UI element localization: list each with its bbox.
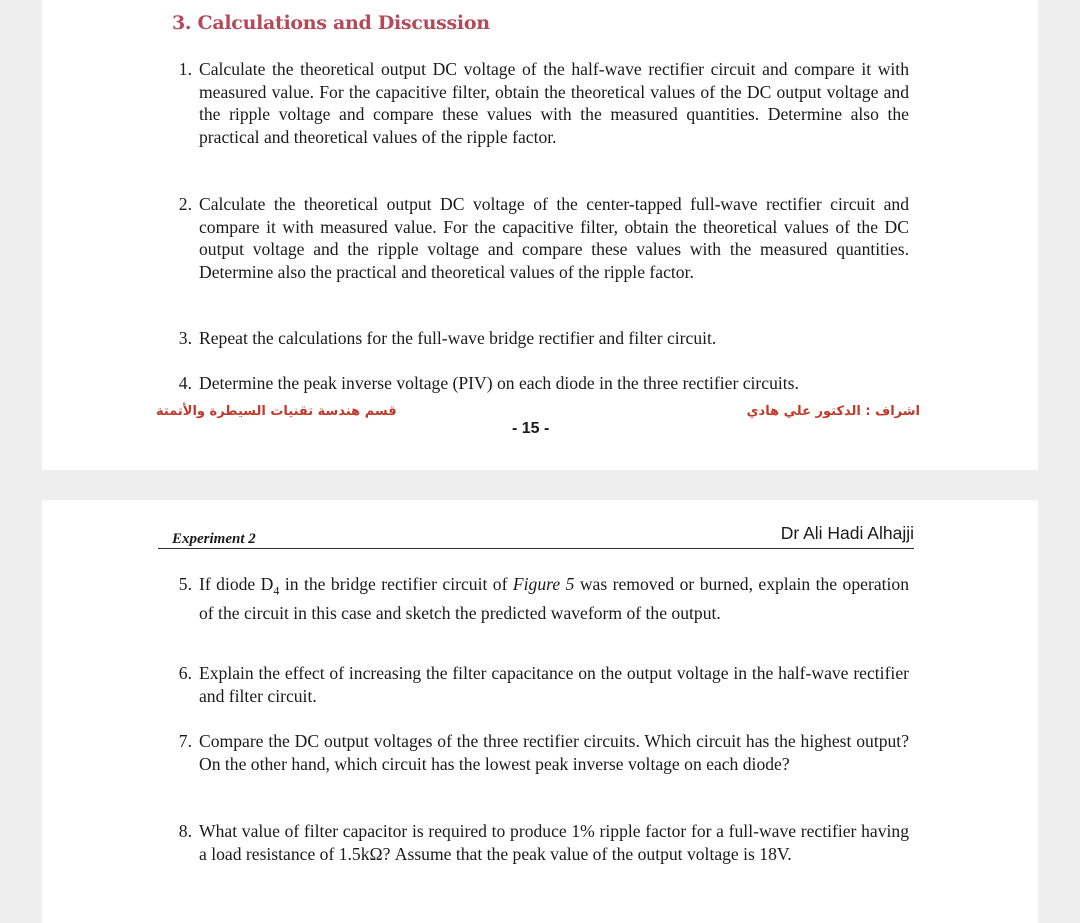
question-text: What value of filter capacitor is required to produce 1% ripple factor for a full-wave rectifier having a load resistance of 1.5kΩ? Assume that the peak value of the output voltage is 18V. (199, 821, 909, 864)
question-text: Compare the DC output voltages of the three rectifier circuits. Which circuit has the highest output? On the other hand, which circuit has the lowest peak inverse voltage on each diode? (199, 731, 909, 774)
question-item (178, 327, 909, 350)
experiment-header: Experiment 2 (172, 531, 256, 547)
question-item (178, 730, 909, 775)
page-number: - 15 - (512, 420, 550, 437)
question-text: Explain the effect of increasing the filter capacitance on the output voltage in the half-wave rectifier and filter circuit. (199, 663, 909, 706)
question-text-part: in the bridge rectifier circuit of (279, 574, 513, 594)
question-number: 8. (178, 821, 192, 841)
question-number: 7. (178, 731, 192, 751)
department-footer: قسم هندسة تقنيات السيطرة والأتمتة (156, 404, 397, 419)
supervisor-footer: اشراف : الدكتور علي هادي (746, 404, 920, 419)
question-number: 3. (178, 328, 192, 348)
question-number: 2. (178, 194, 192, 214)
question-item (178, 372, 909, 395)
question-text (199, 573, 909, 625)
question-text-part: was removed or burned, explain the operation of the circuit in this case and sketch the predicted waveform of the output. (199, 574, 910, 624)
document-page-16 (42, 500, 1038, 923)
author-header: Dr Ali Hadi Alhajji (780, 523, 914, 543)
question-item (178, 662, 909, 707)
question-text-part: If diode D (199, 574, 274, 594)
question-text: Calculate the theoretical output DC voltage of the center-tapped full-wave rectifier circuit and compare it with measured value. For the capacitive filter, obtain the theoretical values of the DC output voltage and the ripple voltage and compare these values with the measured quantities. Determine also the practical and theoretical values of the ripple factor. (199, 194, 909, 282)
question-item (178, 58, 909, 148)
diode-subscript: 4 (273, 583, 280, 598)
document-page-15 (42, 0, 1038, 470)
question-item (178, 573, 910, 625)
question-number: 4. (178, 373, 192, 393)
question-number: 5. (178, 574, 192, 594)
question-number: 1. (178, 59, 192, 79)
question-text: Repeat the calculations for the full-wave bridge rectifier and filter circuit. (199, 328, 717, 348)
question-text: Calculate the theoretical output DC voltage of the half-wave rectifier circuit and compare it with measured value. For the capacitive filter, obtain the theoretical values of the DC output voltage and the ripple voltage and compare these values with the measured quantities. Determine also the practical and theoretical values of the ripple factor. (199, 59, 909, 147)
figure-reference: Figure 5 (512, 574, 575, 594)
section-title: 3. Calculations and Discussion (172, 12, 490, 34)
header-divider (158, 548, 914, 549)
question-item (178, 193, 909, 283)
question-item (178, 820, 909, 865)
question-number: 6. (178, 663, 192, 683)
question-text: Determine the peak inverse voltage (PIV) on each diode in the three rectifier circuits. (199, 373, 799, 393)
